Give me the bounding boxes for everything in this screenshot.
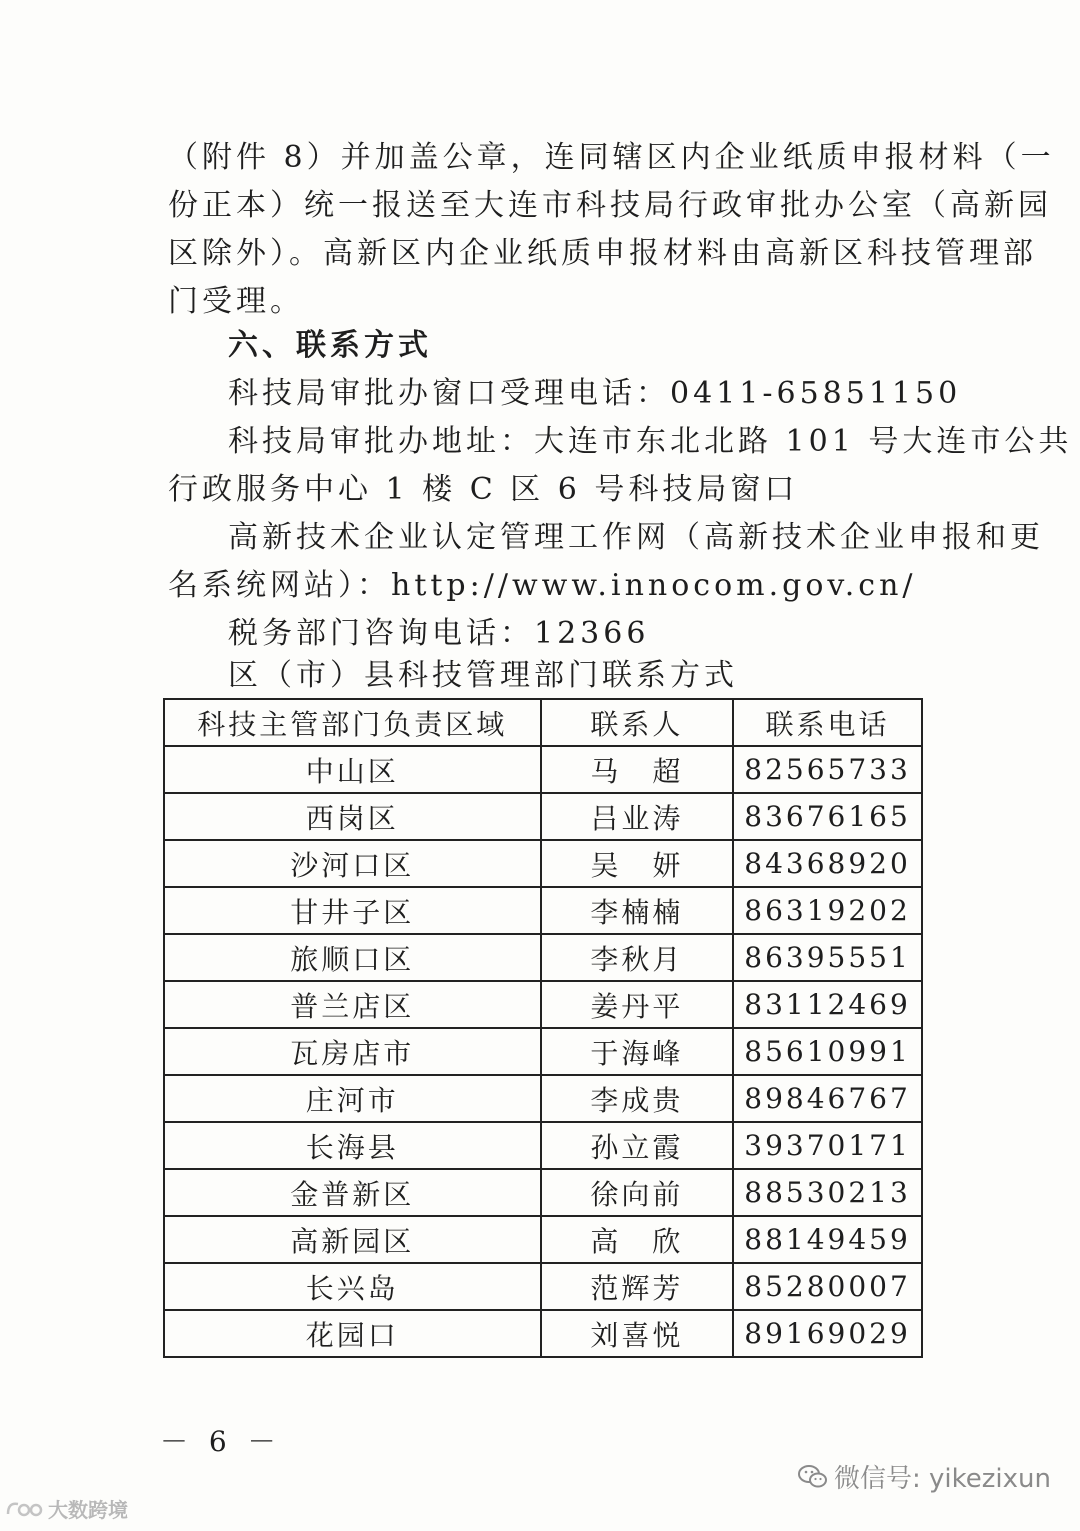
table-row (164, 1028, 922, 1075)
table-row (164, 1169, 922, 1216)
paragraph-line: 区除外）。高新区内企业纸质申报材料由高新区科技管理部 (168, 236, 1037, 271)
district-cell: 旅顺口区 (164, 934, 541, 981)
tax-phone-line: 税务部门咨询电话：12366 (228, 616, 650, 651)
table-row (164, 934, 922, 981)
district-cell: 长海县 (164, 1122, 541, 1169)
district-cell: 中山区 (164, 746, 541, 793)
paragraph-line: 门受理。 (168, 284, 304, 319)
contact-cell: 孙立霞 (541, 1122, 733, 1169)
table-row (164, 746, 922, 793)
table-row (164, 1263, 922, 1310)
wechat-id-text: 微信号: yikezixun (834, 1464, 1051, 1494)
district-cell: 瓦房店市 (164, 1028, 541, 1075)
table-row (164, 1310, 922, 1357)
phone-cell: 88149459 (733, 1216, 922, 1263)
phone-cell: 89846767 (733, 1075, 922, 1122)
contact-cell: 刘喜悦 (541, 1310, 733, 1357)
website-line: 名系统网站）：http://www.innocom.gov.cn/ (168, 568, 917, 603)
phone-cell: 86319202 (733, 887, 922, 934)
contact-cell: 范辉芳 (541, 1263, 733, 1310)
address-line: 科技局审批办地址：大连市东北北路 101 号大连市公共 (228, 424, 1073, 459)
district-cell: 长兴岛 (164, 1263, 541, 1310)
contact-cell: 李成贵 (541, 1075, 733, 1122)
wechat-icon (798, 1464, 828, 1490)
column-header: 联系人 (541, 699, 733, 746)
table-row (164, 1122, 922, 1169)
table-header-row (164, 699, 922, 746)
district-cell: 普兰店区 (164, 981, 541, 1028)
table-row (164, 887, 922, 934)
address-line: 行政服务中心 1 楼 C 区 6 号科技局窗口 (168, 472, 799, 507)
district-cell: 花园口 (164, 1310, 541, 1357)
phone-cell: 82565733 (733, 746, 922, 793)
district-cell: 金普新区 (164, 1169, 541, 1216)
section-heading: 六、联系方式 (228, 328, 432, 363)
wechat-watermark (798, 1458, 1051, 1495)
table-row (164, 840, 922, 887)
contact-cell: 吕业涛 (541, 793, 733, 840)
contacts-table (163, 698, 923, 1358)
phone-cell: 88530213 (733, 1169, 922, 1216)
column-header: 联系电话 (733, 699, 922, 746)
district-cell: 沙河口区 (164, 840, 541, 887)
paragraph-line: 份正本）统一报送至大连市科技局行政审批办公室（高新园 (168, 188, 1052, 223)
brand-logo-icon (4, 1498, 44, 1520)
phone-cell: 85280007 (733, 1263, 922, 1310)
district-cell: 西岗区 (164, 793, 541, 840)
phone-cell: 83112469 (733, 981, 922, 1028)
contact-cell: 李秋月 (541, 934, 733, 981)
phone-line: 科技局审批办窗口受理电话：0411-65851150 (228, 376, 962, 411)
phone-cell: 86395551 (733, 934, 922, 981)
column-header: 科技主管部门负责区域 (164, 699, 541, 746)
contact-cell: 高 欣 (541, 1216, 733, 1263)
contact-cell: 徐向前 (541, 1169, 733, 1216)
contact-cell: 李楠楠 (541, 887, 733, 934)
website-line: 高新技术企业认定管理工作网（高新技术企业申报和更 (228, 520, 1044, 555)
phone-cell: 89169029 (733, 1310, 922, 1357)
phone-cell: 84368920 (733, 840, 922, 887)
phone-cell: 83676165 (733, 793, 922, 840)
brand-watermark (4, 1494, 128, 1523)
contact-cell: 姜丹平 (541, 981, 733, 1028)
paragraph-line: （附件 8）并加盖公章，连同辖区内企业纸质申报材料（一 (168, 140, 1055, 175)
district-cell: 高新园区 (164, 1216, 541, 1263)
brand-watermark-text: 大数跨境 (48, 1498, 128, 1522)
phone-cell: 85610991 (733, 1028, 922, 1075)
contact-cell: 于海峰 (541, 1028, 733, 1075)
table-row (164, 793, 922, 840)
district-cell: 甘井子区 (164, 887, 541, 934)
page-number: － 6 － (160, 1425, 282, 1458)
table-row (164, 981, 922, 1028)
table-caption: 区（市）县科技管理部门联系方式 (228, 658, 738, 693)
district-cell: 庄河市 (164, 1075, 541, 1122)
contact-cell: 马 超 (541, 746, 733, 793)
table-row (164, 1216, 922, 1263)
contact-cell: 吴 妍 (541, 840, 733, 887)
table-row (164, 1075, 922, 1122)
phone-cell: 39370171 (733, 1122, 922, 1169)
